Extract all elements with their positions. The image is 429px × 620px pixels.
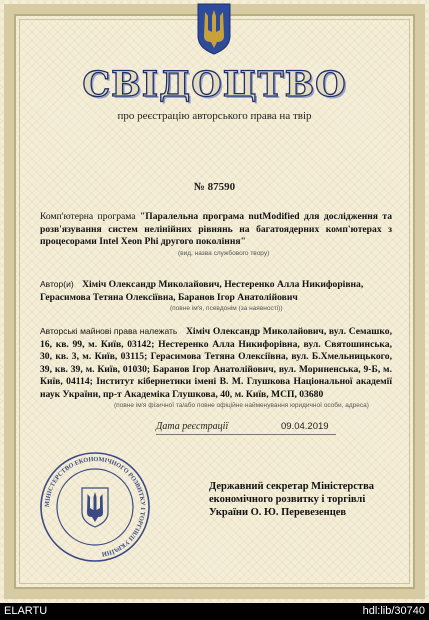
registration-date-value: 09.04.2019: [281, 421, 329, 432]
authors-block: [40, 278, 392, 304]
owners-hint: (повне ім'я фізичної та/або повне офіційне найменування юридичної особи, адреса): [114, 402, 369, 409]
owners-text: Хіміч Олександр Миколайович, вул. Семашко, 16, кв. 99, м. Київ, 03142; Нестеренко Алла Никифорівна, вул. Святошинська, 30, кв. 3, м. Київ, 03115; Герасимова Тетяна Олексіївна, вул. Б.Хмельницького, 39, кв. 39, м. Київ, 01030; Баранов Ігор Анатолійович, вул. Мориненська, 9-Б, м. Київ, 04114; Інститут кібернетики імені В. М. Глушкова Національної академії наук України, пр-т Академіка Глушкова, 40, м. Київ, МСП, 03680: [40, 326, 392, 400]
certificate-number: № 87590: [193, 181, 236, 193]
work-title: "Паралельна програма nutModified для дослідження та розв'язування систем нелінійних рівнянь на багатоядерних комп'ютерах з процесорами Intel Xeon Phi другого покоління": [40, 211, 393, 248]
certificate-title: СВІДОЦТВО: [82, 64, 347, 105]
trident-emblem-icon: [195, 2, 233, 56]
owners-block: [40, 325, 392, 402]
registration-date-label: Дата реєстрації: [156, 421, 229, 432]
footer-bar: [0, 603, 429, 620]
seal-stamp-icon: [38, 450, 152, 564]
work-label: Комп'ютерна програма: [40, 211, 136, 222]
footer-handle: hdl:lib/30740: [362, 605, 425, 617]
owners-label: Авторські майнові права належать: [40, 326, 178, 336]
secretary-line-2: економічного розвитку і торгівлі: [209, 494, 366, 505]
work-description: [40, 211, 392, 249]
certificate-subtitle: про реєстрацію авторського права на твір: [117, 110, 312, 122]
seal-text: МІНІСТЕРСТВО ЕКОНОМІЧНОГО РОЗВИТКУ І ТОРГІВЛІ УКРАЇНИ: [43, 455, 147, 558]
secretary-signature-block: [209, 480, 409, 519]
authors-label: Автор(и): [40, 279, 74, 289]
secretary-line-1: Державний секретар Міністерства: [209, 481, 375, 492]
work-hint: (вид, назва службового твору): [178, 250, 270, 257]
secretary-line-3: України О. Ю. Перевезенцев: [209, 507, 347, 518]
date-underline: [156, 434, 336, 435]
footer-source: ELARTU: [4, 605, 48, 617]
authors-names: Хіміч Олександр Миколайович, Нестеренко Алла Никифорівна, Герасимова Тетяна Олексіївна, Баранов Ігор Анатолійович: [40, 279, 364, 303]
authors-hint: (повне ім'я, псевдонім (за наявності)): [170, 305, 283, 312]
